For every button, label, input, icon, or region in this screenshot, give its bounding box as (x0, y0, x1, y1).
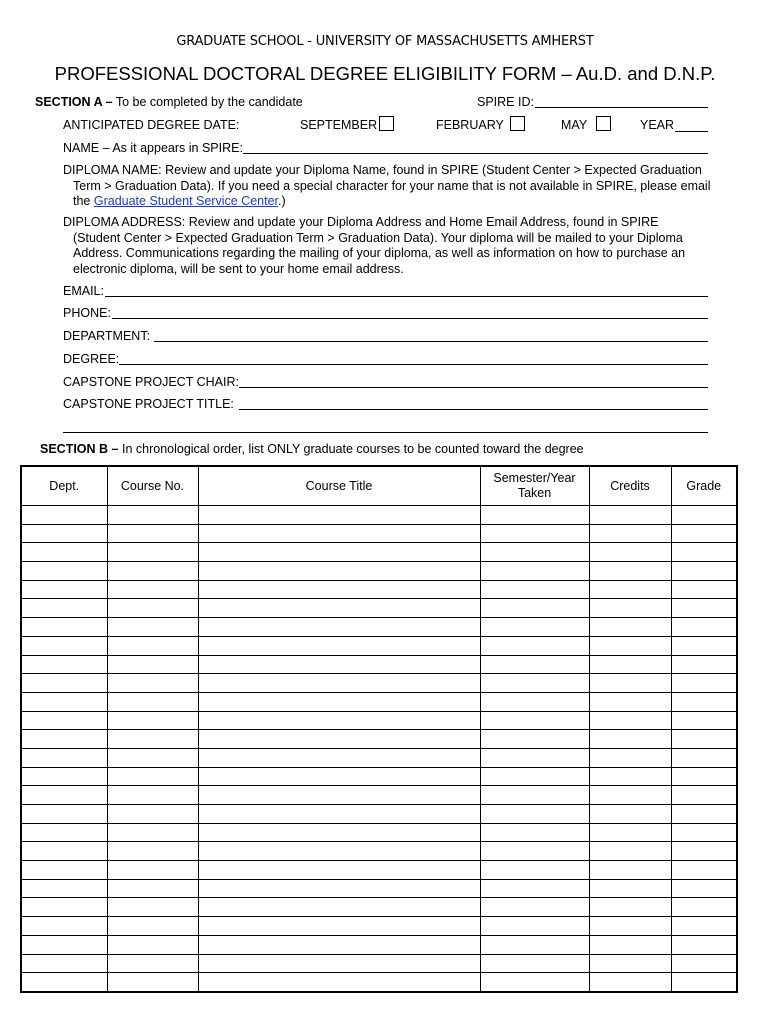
cell-credits[interactable] (589, 636, 671, 655)
table-row (21, 935, 737, 954)
section-b-description: In chronological order, list ONLY graduate courses to be counted toward the degree (121, 442, 584, 456)
cell-course-no[interactable] (107, 674, 198, 693)
cell-course-no[interactable] (107, 543, 198, 562)
cell-course-title[interactable] (198, 562, 480, 581)
cell-course-no[interactable] (107, 506, 198, 525)
september-label: SEPTEMBER (300, 118, 378, 132)
cell-credits[interactable] (589, 898, 671, 917)
cell-course-title[interactable] (198, 524, 480, 543)
cell-course-no[interactable] (107, 636, 198, 655)
cell-course-title[interactable] (198, 655, 480, 674)
courses-body (21, 506, 737, 992)
diploma-address-line-2: (Student Center > Expected Graduation Term > Graduation Data). Your diploma will be mailed to your Diploma (73, 230, 683, 245)
capstone-title-field-line-2[interactable] (63, 432, 708, 433)
february-checkbox[interactable] (510, 116, 525, 131)
cell-dept[interactable] (21, 973, 107, 992)
cell-course-no[interactable] (107, 935, 198, 954)
table-row (21, 562, 737, 581)
cell-semester-year[interactable] (480, 917, 589, 936)
cell-grade[interactable] (671, 562, 737, 581)
cell-credits[interactable] (589, 805, 671, 824)
cell-course-title[interactable] (198, 636, 480, 655)
september-checkbox[interactable] (379, 116, 394, 131)
cell-dept[interactable] (21, 861, 107, 880)
table-row (21, 618, 737, 637)
cell-course-title[interactable] (198, 898, 480, 917)
table-row (21, 692, 737, 711)
cell-course-no[interactable] (107, 842, 198, 861)
cell-course-no[interactable] (107, 973, 198, 992)
cell-dept[interactable] (21, 898, 107, 917)
diploma-address-line-1: DIPLOMA ADDRESS: Review and update your Diploma Address and Home Email Address, found in SPIRE (63, 215, 659, 229)
cell-course-no[interactable] (107, 562, 198, 581)
cell-course-title[interactable] (198, 954, 480, 973)
table-row (21, 879, 737, 898)
cell-semester-year[interactable] (480, 973, 589, 992)
spire-id-label: SPIRE ID: (477, 95, 534, 109)
cell-course-title[interactable] (198, 786, 480, 805)
cell-course-title[interactable] (198, 506, 480, 525)
cell-course-title[interactable] (198, 692, 480, 711)
cell-course-title[interactable] (198, 767, 480, 786)
cell-grade[interactable] (671, 543, 737, 562)
cell-credits[interactable] (589, 748, 671, 767)
cell-course-title[interactable] (198, 618, 480, 637)
form-title: PROFESSIONAL DOCTORAL DEGREE ELIGIBILITY FORM – Au.D. and D.N.P. (54, 63, 716, 84)
diploma-address-line-3: Address. Communications regarding the mailing of your diploma, as well as information on how to purchase an (73, 246, 686, 260)
table-row (21, 674, 737, 693)
cell-dept[interactable] (21, 748, 107, 767)
cell-course-no[interactable] (107, 618, 198, 637)
cell-dept[interactable] (21, 506, 107, 525)
diploma-name-line-3-pre: the (73, 194, 94, 208)
cell-credits[interactable] (589, 879, 671, 898)
february-label: FEBRUARY (436, 118, 504, 132)
cell-course-title[interactable] (198, 935, 480, 954)
email-field[interactable] (105, 296, 708, 297)
cell-course-title[interactable] (198, 861, 480, 880)
cell-grade[interactable] (671, 730, 737, 749)
cell-grade[interactable] (671, 823, 737, 842)
cell-grade[interactable] (671, 954, 737, 973)
cell-course-no[interactable] (107, 655, 198, 674)
cell-semester-year[interactable] (480, 748, 589, 767)
cell-dept[interactable] (21, 580, 107, 599)
table-row (21, 543, 737, 562)
cell-dept[interactable] (21, 879, 107, 898)
table-row (21, 786, 737, 805)
cell-course-no[interactable] (107, 954, 198, 973)
cell-grade[interactable] (671, 506, 737, 525)
cell-grade[interactable] (671, 674, 737, 693)
cell-semester-year[interactable] (480, 506, 589, 525)
may-checkbox[interactable] (596, 116, 611, 131)
cell-dept[interactable] (21, 935, 107, 954)
cell-course-no[interactable] (107, 917, 198, 936)
cell-credits[interactable] (589, 618, 671, 637)
cell-semester-year[interactable] (480, 674, 589, 693)
cell-credits[interactable] (589, 524, 671, 543)
year-field[interactable] (675, 131, 708, 132)
cell-credits[interactable] (589, 580, 671, 599)
cell-course-no[interactable] (107, 748, 198, 767)
cell-credits[interactable] (589, 917, 671, 936)
col-header-semester-year: Semester/Year Taken (480, 466, 589, 506)
cell-credits[interactable] (589, 954, 671, 973)
table-row (21, 506, 737, 525)
col-header-dept: Dept. (21, 466, 107, 506)
department-label: DEPARTMENT: (63, 329, 151, 343)
cell-course-title[interactable] (198, 599, 480, 618)
diploma-name-paragraph (63, 163, 723, 210)
cell-course-no[interactable] (107, 524, 198, 543)
cell-dept[interactable] (21, 823, 107, 842)
section-a-description: To be completed by the candidate (115, 95, 303, 109)
cell-course-title[interactable] (198, 917, 480, 936)
table-row (21, 954, 737, 973)
cell-semester-year[interactable] (480, 805, 589, 824)
cell-grade[interactable] (671, 898, 737, 917)
cell-dept[interactable] (21, 805, 107, 824)
col-header-course-no: Course No. (107, 466, 198, 506)
cell-grade[interactable] (671, 842, 737, 861)
cell-course-title[interactable] (198, 823, 480, 842)
table-row (21, 730, 737, 749)
cell-semester-year[interactable] (480, 767, 589, 786)
cell-credits[interactable] (589, 842, 671, 861)
cell-semester-year[interactable] (480, 861, 589, 880)
cell-course-title[interactable] (198, 711, 480, 730)
cell-semester-year[interactable] (480, 898, 589, 917)
cell-credits[interactable] (589, 543, 671, 562)
cell-course-title[interactable] (198, 748, 480, 767)
col-header-course-title: Course Title (198, 466, 480, 506)
cell-course-no[interactable] (107, 580, 198, 599)
cell-course-title[interactable] (198, 973, 480, 992)
cell-course-no[interactable] (107, 879, 198, 898)
section-a-label: SECTION A – (35, 95, 113, 109)
cell-semester-year[interactable] (480, 524, 589, 543)
cell-dept[interactable] (21, 954, 107, 973)
phone-field[interactable] (112, 318, 708, 319)
cell-dept[interactable] (21, 730, 107, 749)
table-row (21, 861, 737, 880)
col-header-credits: Credits (589, 466, 671, 506)
cell-semester-year[interactable] (480, 543, 589, 562)
cell-credits[interactable] (589, 823, 671, 842)
table-row (21, 655, 737, 674)
cell-dept[interactable] (21, 692, 107, 711)
capstone-chair-field[interactable] (239, 387, 708, 388)
capstone-title-field[interactable] (239, 409, 708, 410)
cell-grade[interactable] (671, 711, 737, 730)
table-row (21, 842, 737, 861)
cell-grade[interactable] (671, 917, 737, 936)
name-label: NAME – As it appears in SPIRE: (63, 141, 243, 155)
cell-credits[interactable] (589, 674, 671, 693)
table-row (21, 898, 737, 917)
cell-semester-year[interactable] (480, 954, 589, 973)
cell-semester-year[interactable] (480, 879, 589, 898)
cell-semester-year[interactable] (480, 599, 589, 618)
cell-dept[interactable] (21, 917, 107, 936)
table-row (21, 823, 737, 842)
cell-course-title[interactable] (198, 842, 480, 861)
cell-course-title[interactable] (198, 674, 480, 693)
table-row (21, 748, 737, 767)
cell-course-title[interactable] (198, 879, 480, 898)
cell-semester-year[interactable] (480, 730, 589, 749)
table-row (21, 599, 737, 618)
cell-grade[interactable] (671, 786, 737, 805)
cell-course-no[interactable] (107, 786, 198, 805)
table-row (21, 524, 737, 543)
cell-semester-year[interactable] (480, 711, 589, 730)
cell-credits[interactable] (589, 786, 671, 805)
cell-course-no[interactable] (107, 823, 198, 842)
cell-grade[interactable] (671, 618, 737, 637)
cell-grade[interactable] (671, 879, 737, 898)
cell-grade[interactable] (671, 805, 737, 824)
degree-label: DEGREE: (63, 352, 120, 366)
diploma-name-line-3-post: .) (278, 194, 286, 208)
cell-grade[interactable] (671, 861, 737, 880)
cell-credits[interactable] (589, 973, 671, 992)
table-row (21, 580, 737, 599)
cell-credits[interactable] (589, 861, 671, 880)
cell-dept[interactable] (21, 543, 107, 562)
cell-course-title[interactable] (198, 805, 480, 824)
cell-semester-year[interactable] (480, 618, 589, 637)
cell-dept[interactable] (21, 562, 107, 581)
may-label: MAY (561, 118, 588, 132)
cell-course-title[interactable] (198, 730, 480, 749)
cell-dept[interactable] (21, 618, 107, 637)
cell-semester-year[interactable] (480, 655, 589, 674)
department-field[interactable] (154, 341, 708, 342)
cell-credits[interactable] (589, 562, 671, 581)
cell-semester-year[interactable] (480, 562, 589, 581)
cell-grade[interactable] (671, 524, 737, 543)
cell-dept[interactable] (21, 674, 107, 693)
cell-credits[interactable] (589, 767, 671, 786)
cell-dept[interactable] (21, 786, 107, 805)
cell-course-no[interactable] (107, 711, 198, 730)
cell-credits[interactable] (589, 935, 671, 954)
table-row (21, 973, 737, 992)
email-label: EMAIL: (63, 284, 104, 298)
cell-course-no[interactable] (107, 805, 198, 824)
capstone-chair-label: CAPSTONE PROJECT CHAIR: (63, 375, 239, 389)
cell-dept[interactable] (21, 767, 107, 786)
cell-dept[interactable] (21, 599, 107, 618)
cell-course-no[interactable] (107, 730, 198, 749)
cell-course-title[interactable] (198, 543, 480, 562)
phone-label: PHONE: (63, 306, 111, 320)
cell-semester-year[interactable] (480, 935, 589, 954)
table-row (21, 917, 737, 936)
diploma-name-line-3 (63, 194, 723, 210)
table-row (21, 711, 737, 730)
cell-credits[interactable] (589, 730, 671, 749)
cell-course-title[interactable] (198, 580, 480, 599)
cell-course-no[interactable] (107, 692, 198, 711)
cell-dept[interactable] (21, 524, 107, 543)
cell-dept[interactable] (21, 655, 107, 674)
cell-credits[interactable] (589, 599, 671, 618)
diploma-name-line-2: Term > Graduation Data). If you need a special character for your name that is not available in SPIRE, please email (73, 178, 711, 193)
section-b-label: SECTION B – (40, 442, 119, 456)
capstone-title-label: CAPSTONE PROJECT TITLE: (63, 397, 234, 411)
cell-dept[interactable] (21, 636, 107, 655)
cell-course-no[interactable] (107, 599, 198, 618)
cell-grade[interactable] (671, 655, 737, 674)
spire-id-field[interactable] (535, 107, 708, 108)
courses-table (20, 465, 738, 993)
diploma-name-line-1: DIPLOMA NAME: Review and update your Diploma Name, found in SPIRE (Student Center > Expected Graduation (63, 163, 702, 177)
section-b-heading (40, 442, 584, 457)
cell-semester-year[interactable] (480, 842, 589, 861)
degree-field[interactable] (119, 364, 708, 365)
table-row (21, 636, 737, 655)
cell-semester-year[interactable] (480, 636, 589, 655)
cell-grade[interactable] (671, 636, 737, 655)
cell-credits[interactable] (589, 655, 671, 674)
cell-credits[interactable] (589, 711, 671, 730)
table-row (21, 767, 737, 786)
section-a-heading (35, 95, 303, 110)
cell-semester-year[interactable] (480, 692, 589, 711)
graduate-student-service-center-link[interactable]: Graduate Student Service Center (93, 194, 278, 208)
cell-course-no[interactable] (107, 898, 198, 917)
cell-grade[interactable] (671, 748, 737, 767)
cell-credits[interactable] (589, 692, 671, 711)
cell-grade[interactable] (671, 580, 737, 599)
anticipated-degree-label: ANTICIPATED DEGREE DATE: (63, 118, 240, 132)
cell-semester-year[interactable] (480, 823, 589, 842)
cell-semester-year[interactable] (480, 580, 589, 599)
cell-grade[interactable] (671, 692, 737, 711)
cell-dept[interactable] (21, 711, 107, 730)
diploma-address-line-4: electronic diploma, will be sent to your home email address. (73, 261, 404, 276)
cell-course-no[interactable] (107, 861, 198, 880)
cell-grade[interactable] (671, 767, 737, 786)
cell-grade[interactable] (671, 973, 737, 992)
year-label: YEAR (640, 118, 675, 132)
courses-header-row (21, 466, 737, 506)
name-field[interactable] (243, 153, 708, 154)
table-row (21, 805, 737, 824)
cell-credits[interactable] (589, 506, 671, 525)
cell-semester-year[interactable] (480, 786, 589, 805)
cell-grade[interactable] (671, 599, 737, 618)
cell-grade[interactable] (671, 935, 737, 954)
institution-header: GRADUATE SCHOOL - UNIVERSITY OF MASSACHUSETTS AMHERST (176, 34, 594, 49)
cell-course-no[interactable] (107, 767, 198, 786)
diploma-address-paragraph (63, 215, 723, 277)
col-header-grade: Grade (671, 466, 737, 506)
cell-dept[interactable] (21, 842, 107, 861)
